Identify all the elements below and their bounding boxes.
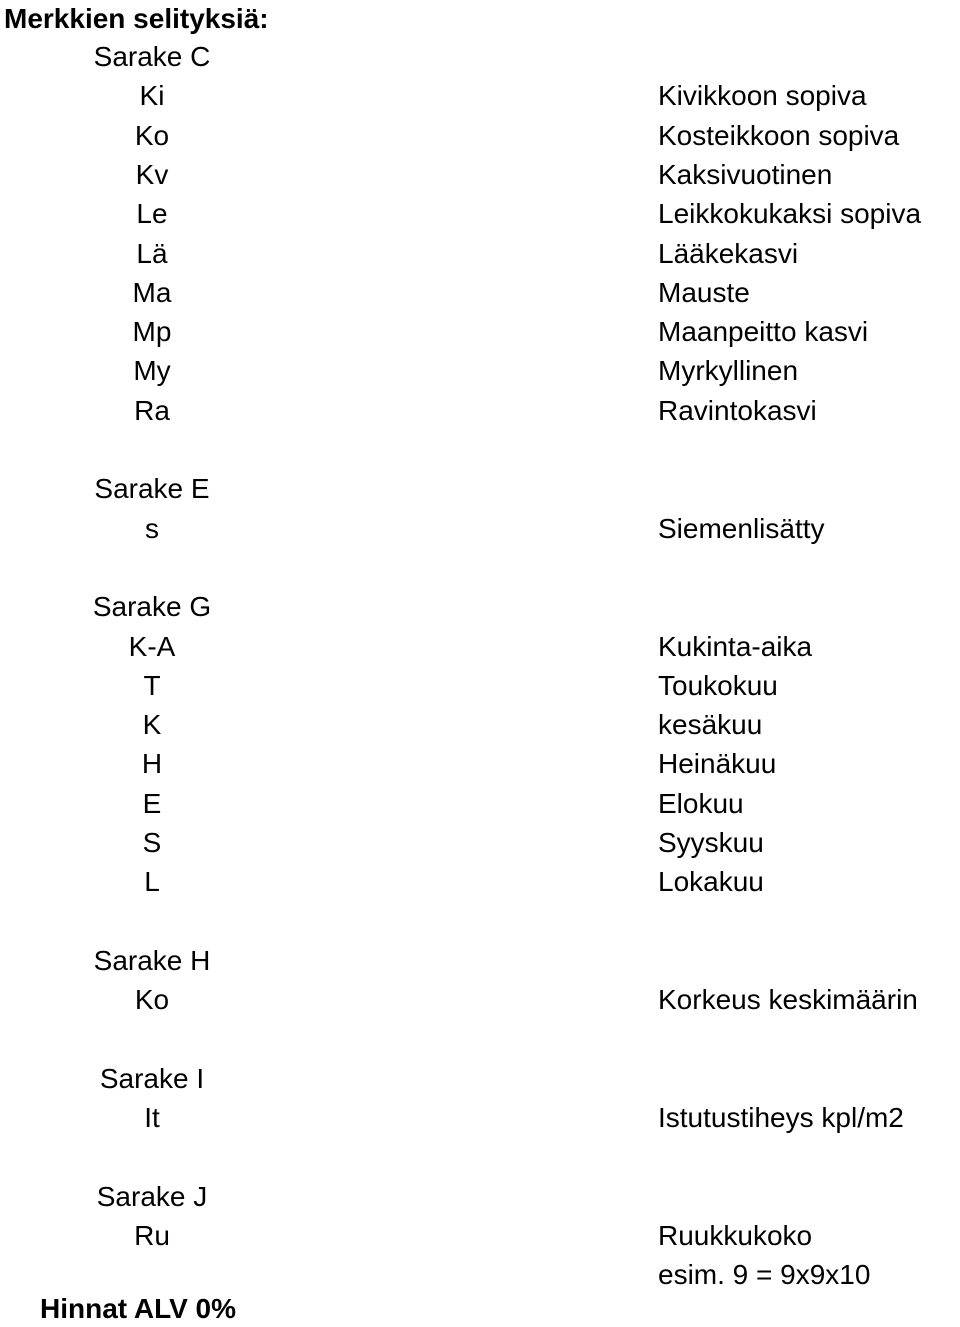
- legend-description: Kaksivuotinen: [658, 158, 833, 190]
- legend-row: [0, 823, 960, 862]
- legend-description: Ravintokasvi: [658, 394, 817, 426]
- legend-row: [0, 76, 960, 115]
- legend-code: Ma: [132, 276, 172, 308]
- legend-row: [0, 862, 960, 901]
- legend-description: Syyskuu: [658, 827, 764, 858]
- legend-row: [0, 234, 960, 273]
- legend-code: Lä: [136, 237, 168, 269]
- legend-row: [0, 194, 960, 233]
- legend-code: T: [143, 669, 161, 701]
- legend-description: Korkeus keskimäärin: [658, 984, 918, 1016]
- legend-row: [0, 902, 960, 941]
- legend-code: K: [142, 709, 162, 741]
- legend-code: Ko: [134, 119, 170, 151]
- legend-description: Lääkekasvi: [658, 237, 799, 269]
- legend-description: Toukokuu: [658, 669, 778, 701]
- legend-row: [0, 1177, 960, 1216]
- legend-code: Sarake G: [92, 591, 212, 623]
- legend-description: Lokakuu: [658, 866, 764, 898]
- legend-code: Mp: [132, 316, 172, 348]
- legend-code: Ra: [134, 394, 170, 426]
- legend-code: Sarake J: [96, 1180, 208, 1212]
- legend-row: [0, 116, 960, 155]
- legend-row: [0, 1059, 960, 1098]
- legend-row: [0, 666, 960, 705]
- legend-description: Istutustiheys kpl/m2: [658, 1102, 904, 1134]
- legend-code: E: [142, 787, 162, 819]
- legend-row: [0, 273, 960, 312]
- legend-description: Elokuu: [658, 787, 744, 819]
- legend-row: [0, 705, 960, 744]
- legend-code: Sarake H: [93, 944, 211, 976]
- legend-code: H: [141, 748, 163, 780]
- legend-row: [0, 1098, 960, 1137]
- legend-row: [0, 744, 960, 783]
- legend-row: [0, 469, 960, 508]
- legend-code: Sarake I: [99, 1062, 205, 1094]
- legend-row: [0, 37, 960, 76]
- legend-code: S: [142, 827, 162, 858]
- legend-row: [0, 548, 960, 587]
- legend-code: My: [133, 355, 171, 387]
- legend-row: [0, 509, 960, 548]
- legend-description: kesäkuu: [658, 709, 763, 741]
- legend-code: L: [144, 866, 160, 898]
- legend-code: K-A: [128, 630, 176, 662]
- price-note: Hinnat ALV 0%: [40, 1293, 237, 1324]
- legend-description: Maanpeitto kasvi: [658, 316, 869, 348]
- legend-row: [0, 1216, 960, 1255]
- legend-code: s: [145, 512, 159, 544]
- legend-description: Mauste: [658, 276, 750, 308]
- legend-row: [0, 784, 960, 823]
- legend-description: Heinäkuu: [658, 748, 777, 780]
- legend-description: Kivikkoon sopiva: [658, 80, 867, 112]
- legend-code: Ru: [134, 1220, 170, 1251]
- legend-row: [0, 1255, 960, 1294]
- legend-code: Ko: [134, 984, 170, 1016]
- legend-description: Myrkyllinen: [658, 355, 799, 387]
- legend-code: Le: [136, 198, 168, 230]
- legend-row: [0, 155, 960, 194]
- legend-description: Kosteikkoon sopiva: [658, 119, 900, 151]
- legend-title: Merkkien selityksiä:: [4, 3, 269, 34]
- legend-code: Sarake E: [94, 473, 210, 505]
- legend-row: [0, 351, 960, 390]
- legend-row: [0, 1020, 960, 1059]
- legend-row: [0, 627, 960, 666]
- legend-code: Kv: [135, 158, 169, 190]
- legend-description: Ruukkukoko: [658, 1220, 813, 1251]
- legend-row: [0, 587, 960, 626]
- legend-description: Leikkokukaksi sopiva: [658, 198, 922, 230]
- legend-row: [0, 430, 960, 469]
- legend-row: [0, 1137, 960, 1176]
- legend-code: It: [144, 1102, 160, 1134]
- legend-row: [0, 980, 960, 1019]
- legend-row: [0, 941, 960, 980]
- legend-description: Siemenlisätty: [658, 512, 825, 544]
- legend-code: Ki: [139, 80, 165, 112]
- legend-row: [0, 391, 960, 430]
- legend-row: [0, 312, 960, 351]
- legend-description: esim. 9 = 9x9x10: [658, 1259, 871, 1291]
- legend-description: Kukinta-aika: [658, 630, 813, 662]
- legend-code: Sarake C: [93, 41, 211, 72]
